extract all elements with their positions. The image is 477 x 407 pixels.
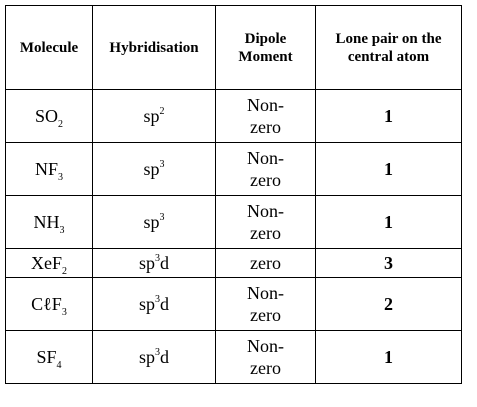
formula-base: SF — [36, 347, 57, 367]
lone-pair-cell: 2 — [316, 278, 462, 331]
hybrid-superscript: 2 — [159, 106, 165, 117]
header-hybridisation: Hybridisation — [93, 6, 216, 90]
dipole-cell: Non- zero — [216, 331, 316, 384]
molecule-properties-table — [5, 5, 462, 384]
hybridisation-cell — [93, 278, 216, 331]
hybrid-base: sp — [143, 212, 160, 232]
hybrid-superscript: 3 — [159, 159, 165, 170]
dipole-cell: zero — [216, 249, 316, 278]
hybrid-rest: d — [160, 253, 169, 273]
lone-pair-cell: 3 — [316, 249, 462, 278]
hybrid-base: sp — [138, 294, 155, 314]
hybrid-base: sp — [138, 347, 155, 367]
table-row — [6, 331, 462, 384]
formula-subscript: 2 — [58, 119, 63, 130]
hybridisation-cell — [93, 331, 216, 384]
formula-base: XeF — [31, 253, 62, 273]
lone-pair-cell: 1 — [316, 331, 462, 384]
header-dipole-moment: Dipole Moment — [216, 6, 316, 90]
hybrid-superscript: 3 — [155, 253, 160, 264]
hybrid-superscript: 3 — [159, 212, 165, 223]
hybridisation-cell — [93, 90, 216, 143]
table-row — [6, 143, 462, 196]
hybrid-rest: d — [160, 294, 169, 314]
hybridisation-cell — [93, 249, 216, 278]
header-molecule: Molecule — [6, 6, 93, 90]
formula-subscript: 4 — [56, 360, 62, 371]
formula-base: NH — [33, 212, 60, 232]
hybrid-superscript: 3 — [155, 347, 160, 358]
table-row — [6, 196, 462, 249]
dipole-cell: Non- zero — [216, 278, 316, 331]
molecule-cell — [6, 90, 93, 143]
formula-subscript: 3 — [61, 307, 67, 318]
lone-pair-cell: 1 — [316, 143, 462, 196]
formula-subscript: 2 — [62, 266, 67, 277]
lone-pair-cell: 1 — [316, 90, 462, 143]
hybridisation-cell — [93, 196, 216, 249]
hybrid-superscript: 3 — [155, 294, 160, 305]
formula-base: NF — [34, 159, 58, 179]
molecule-cell — [6, 143, 93, 196]
hybrid-base: sp — [143, 159, 160, 179]
hybrid-base: sp — [143, 106, 160, 126]
table-row — [6, 249, 462, 278]
lone-pair-cell: 1 — [316, 196, 462, 249]
formula-base: SO — [34, 106, 58, 126]
table-row — [6, 90, 462, 143]
dipole-cell: Non- zero — [216, 143, 316, 196]
hybrid-rest: d — [160, 347, 169, 367]
table-row — [6, 278, 462, 331]
header-row — [6, 6, 462, 90]
header-lone-pair: Lone pair on the central atom — [316, 6, 462, 90]
hybrid-base: sp — [138, 253, 155, 273]
dipole-cell: Non- zero — [216, 90, 316, 143]
molecule-cell — [6, 249, 93, 278]
hybridisation-cell — [93, 143, 216, 196]
dipole-cell: Non- zero — [216, 196, 316, 249]
formula-base: CℓF — [31, 294, 62, 314]
molecule-cell — [6, 196, 93, 249]
formula-subscript: 3 — [58, 172, 63, 183]
molecule-cell — [6, 278, 93, 331]
formula-subscript: 3 — [59, 225, 65, 236]
molecule-cell — [6, 331, 93, 384]
